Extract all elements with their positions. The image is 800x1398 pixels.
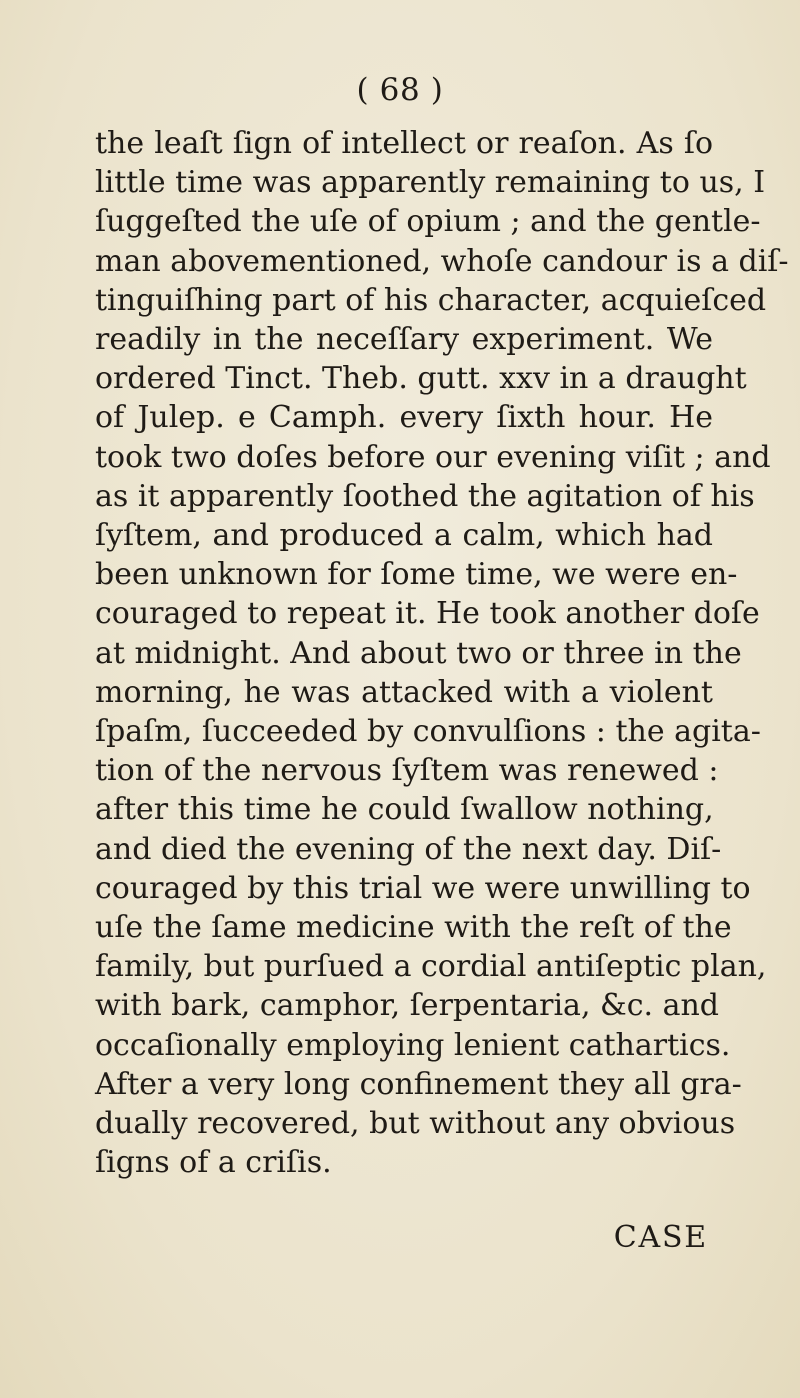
text-line: family, but purſued a cordial antiſeptic plan,: [95, 949, 767, 985]
text-line: after this time he could ſwallow nothing,: [95, 792, 714, 828]
text-line: couraged to repeat it. He took another doſe: [95, 596, 760, 632]
text-line: readily in the neceſſary experiment. We: [95, 322, 713, 358]
text-line: ſigns of a criſis.: [95, 1145, 332, 1181]
text-line: at midnight. And about two or three in the: [95, 635, 742, 671]
text-line: morning, he was attacked with a violent: [95, 674, 713, 710]
catchword: CASE: [613, 1220, 708, 1255]
body-text: [95, 124, 789, 1182]
text-line: ſpaſm, ſucceeded by convulſions : the agita-: [95, 714, 761, 750]
text-line: and died the evening of the next day. Diſ-: [95, 831, 722, 867]
text-line: ordered Tinct. Theb. gutt. xxv in a draught: [95, 361, 747, 397]
text-line: with bark, camphor, ſerpentaria, &c. and: [95, 988, 720, 1024]
text-line: the leaſt ſign of intellect or reaſon. As ſo: [95, 126, 713, 161]
text-line: uſe the ſame medicine with the reſt of the: [95, 910, 732, 946]
text-line: of Julep. e Camph. every ſixth hour. He: [95, 400, 713, 436]
text-line: ſyſtem, and produced a calm, which had: [95, 518, 713, 554]
text-line: little time was apparently remaining to us, I: [95, 165, 766, 201]
page-number: ( 68 ): [356, 72, 444, 108]
text-line: as it apparently ſoothed the agitation of his: [95, 478, 755, 514]
text-line: dually recovered, but without any obvious: [95, 1106, 736, 1142]
text-line: been unknown for ſome time, we were en-: [95, 557, 738, 593]
text-line: tion of the nervous ſyſtem was renewed :: [95, 753, 719, 789]
text-line: man abovementioned, whoſe candour is a diſ-: [95, 243, 789, 279]
text-line: took two doſes before our evening viſit ; and: [95, 439, 771, 475]
text-line: tinguiſhing part of his character, acquieſced: [95, 282, 767, 318]
text-line: occaſionally employing lenient cathartics.: [95, 1027, 731, 1063]
text-line: ſuggeſted the uſe of opium ; and the gentle-: [95, 204, 761, 240]
text-line: couraged by this trial we were unwilling to: [95, 870, 751, 906]
text-line: After a very long confinement they all gra-: [95, 1066, 742, 1102]
